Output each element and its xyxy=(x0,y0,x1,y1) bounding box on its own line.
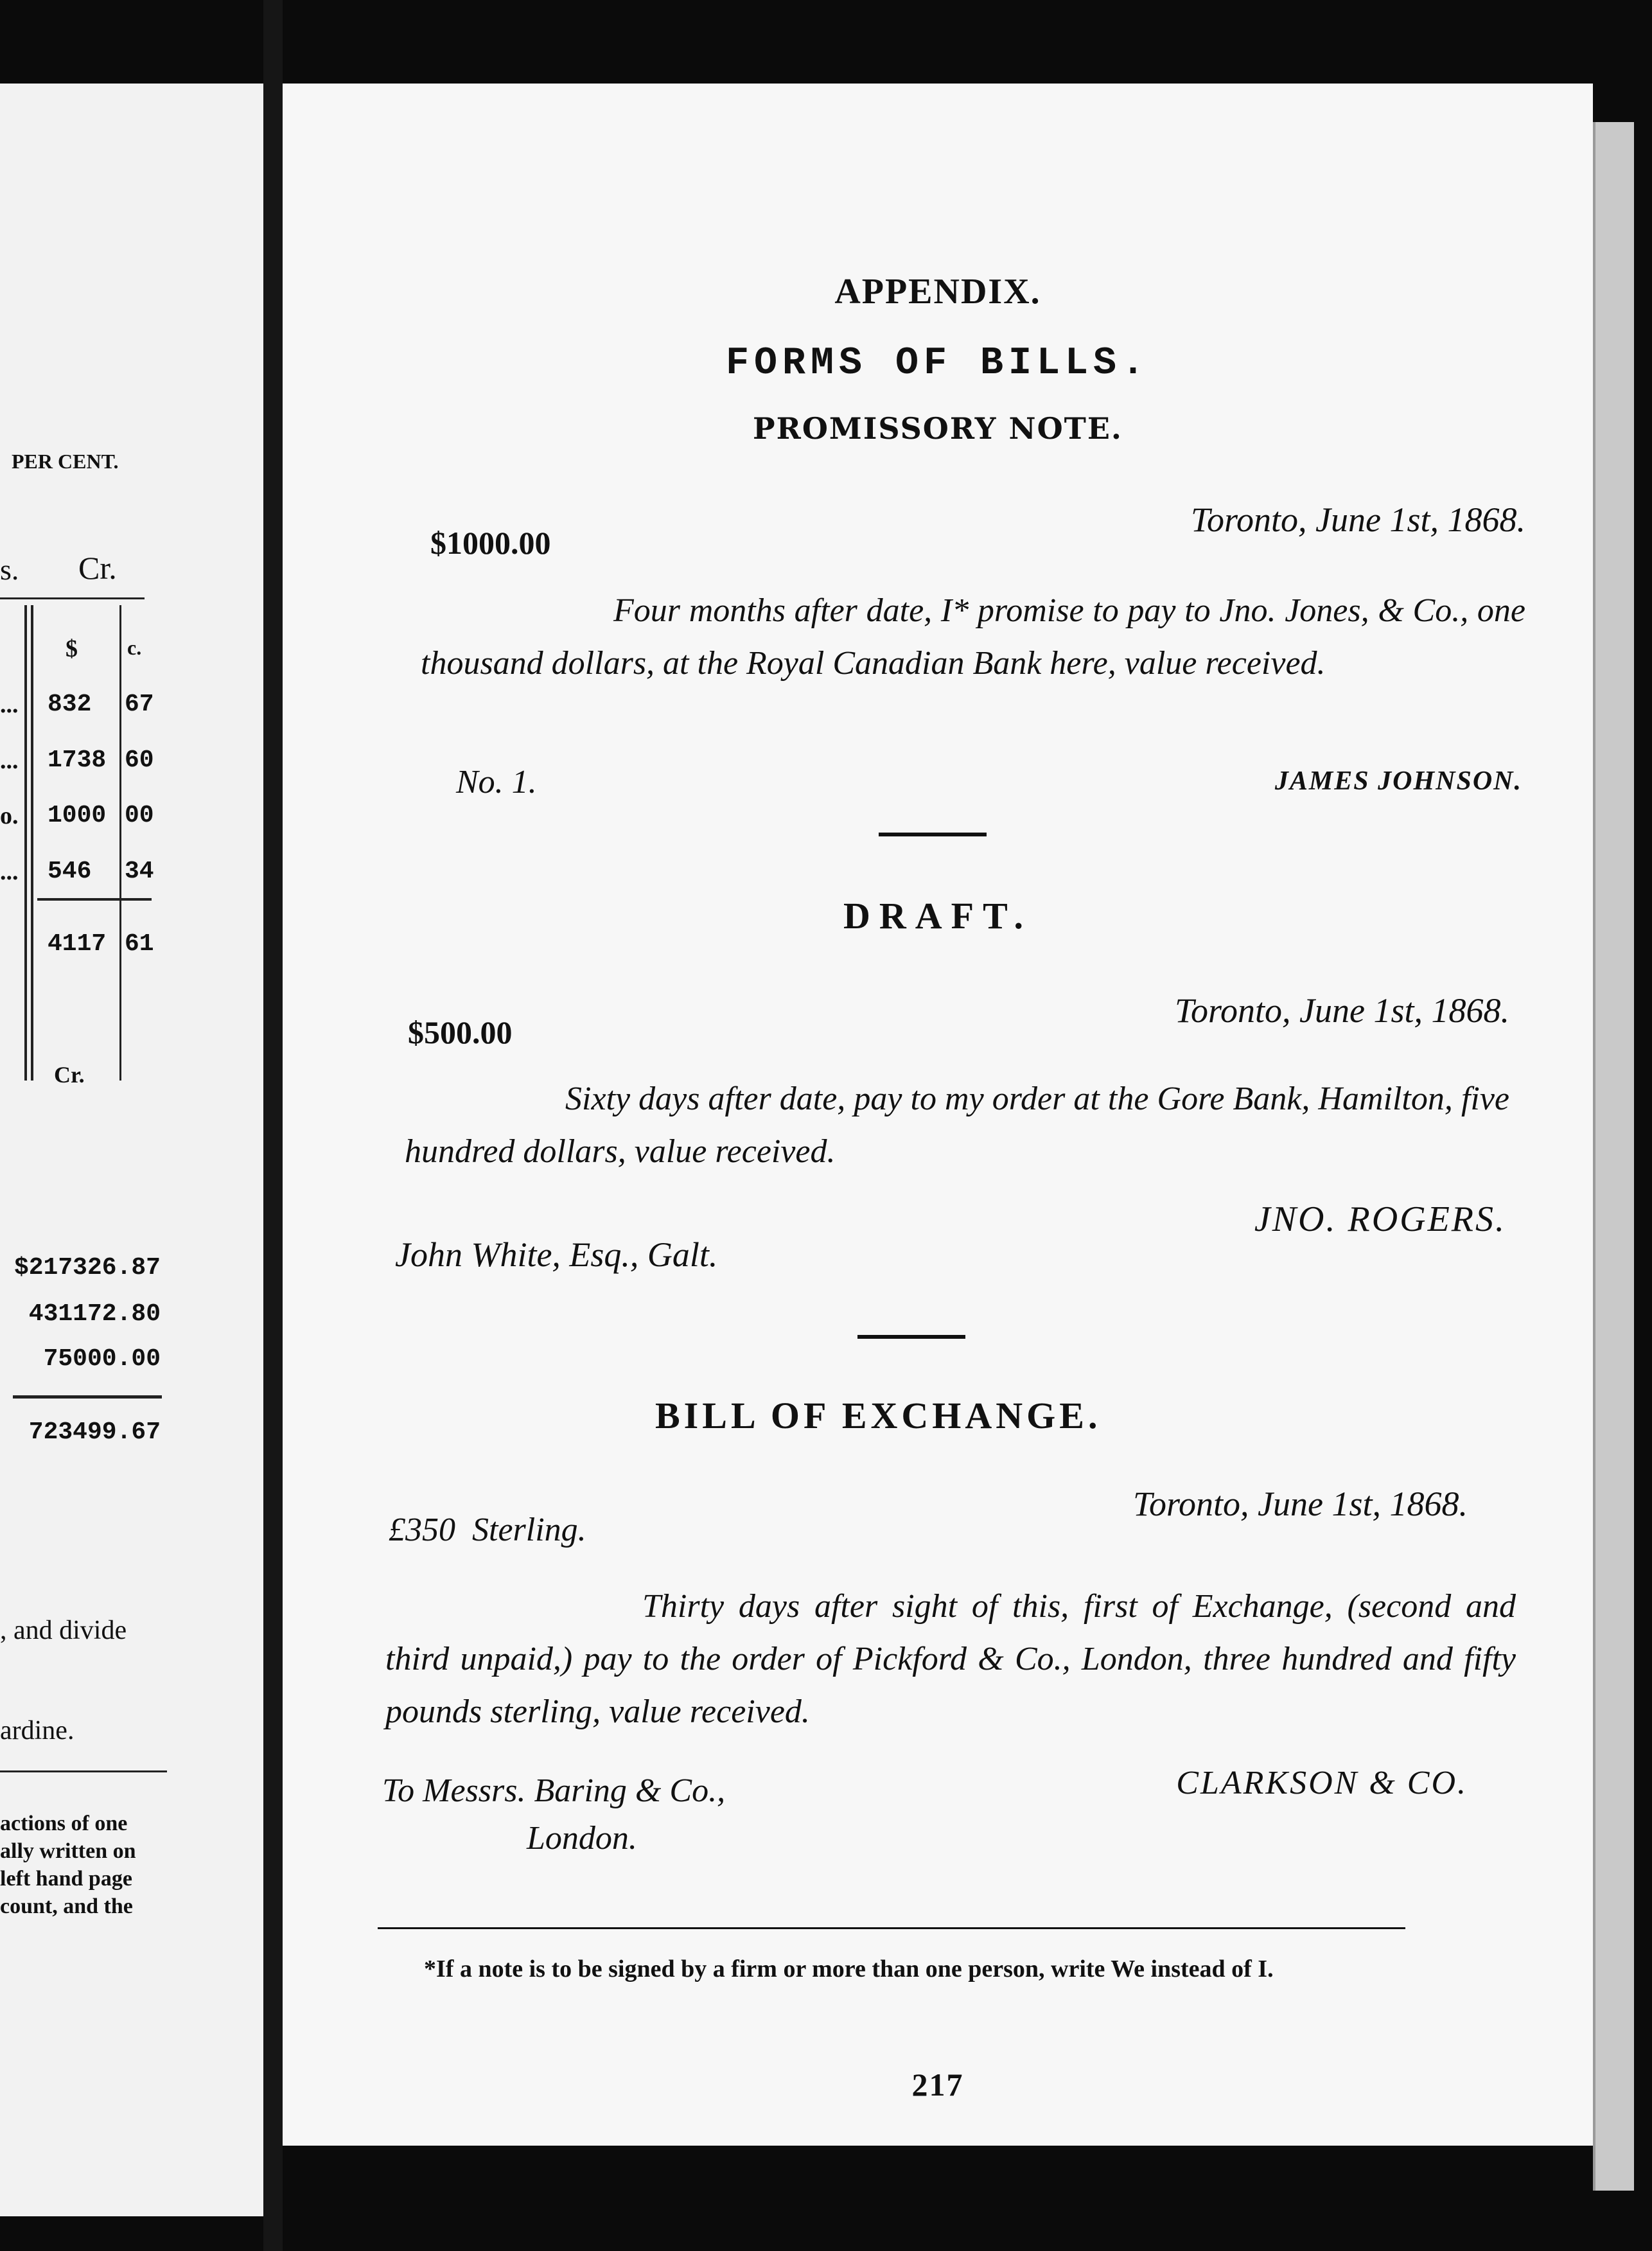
amount-line: $217326.87 xyxy=(13,1254,161,1282)
ledger-cents: 67 xyxy=(125,691,154,718)
left-footnote-line: count, and the xyxy=(0,1894,133,1918)
ledger-lead: ... xyxy=(0,691,19,718)
left-footnote-line: left hand page xyxy=(0,1867,132,1891)
bill-addressee-line-2: London. xyxy=(527,1820,637,1857)
column-cr-header: Cr. xyxy=(78,550,117,586)
ledger-lead: ... xyxy=(0,858,19,885)
amount-total-rule xyxy=(13,1395,162,1399)
per-cent-label: PER CENT. xyxy=(12,450,119,473)
left-text-fragment: ardine. xyxy=(0,1716,75,1745)
draft-addressee: John White, Esq., Galt. xyxy=(395,1235,718,1274)
column-s-header: s. xyxy=(0,553,19,586)
draft-title: DRAFT. xyxy=(843,895,1032,937)
ledger-lead: ... xyxy=(0,747,19,774)
amount-total: 723499.67 xyxy=(28,1418,161,1446)
promissory-place-date: Toronto, June 1st, 1868. xyxy=(1190,500,1525,539)
draft-place-date: Toronto, June 1st, 1868. xyxy=(1174,991,1509,1030)
page-edge xyxy=(1593,122,1634,2191)
section-divider xyxy=(879,833,987,836)
promissory-body: Four months after date, I* promise to pay to Jno. Jones, & Co., one thousand dollars, at the Royal Canadian Bank here, value received. xyxy=(421,592,1525,682)
amount-line: 75000.00 xyxy=(43,1345,161,1373)
bill-addressee-line-1: To Messrs. Baring & Co., xyxy=(382,1772,726,1809)
ledger-dollars: 546 xyxy=(48,858,92,885)
ledger-dollars: 1000 xyxy=(48,802,107,829)
left-text-fragment: , and divide xyxy=(0,1616,127,1645)
ledger-cents: 34 xyxy=(125,858,154,885)
table-top-rule xyxy=(0,597,145,599)
promissory-signature: JAMES JOHNSON. xyxy=(1274,766,1522,796)
promissory-amount: $1000.00 xyxy=(430,525,551,561)
ledger-lead: o. xyxy=(0,802,19,829)
forms-of-bills-title: FORMS OF BILLS. xyxy=(725,342,1150,385)
book-gutter xyxy=(263,0,283,2251)
appendix-heading: APPENDIX. xyxy=(834,272,1041,312)
draft-signature: JNO. ROGERS. xyxy=(1254,1199,1506,1239)
dollar-column-header: $ xyxy=(66,635,78,662)
section-divider xyxy=(857,1335,965,1339)
footnote: *If a note is to be signed by a firm or more than one person, write We instead of I. xyxy=(424,1955,1274,1982)
page-number: 217 xyxy=(911,2067,964,2103)
promissory-number: No. 1. xyxy=(456,764,537,800)
bill-body: Thirty days after sight of this, first of Exchange, (second and third unpaid,) pay to the order of Pickford & Co., London, three hundred and fifty pounds sterling, value received. xyxy=(385,1588,1516,1730)
ledger-cents: 00 xyxy=(125,802,154,829)
bill-signature: CLARKSON & CO. xyxy=(1176,1765,1468,1801)
ledger-total-cents: 61 xyxy=(125,930,154,958)
draft-body: Sixty days after date, pay to my order at the Gore Bank, Hamilton, five hundred dollars, value received. xyxy=(405,1081,1509,1170)
bill-amount: £350 Sterling. xyxy=(389,1512,586,1548)
left-footnote-line: actions of one xyxy=(0,1812,128,1835)
ledger-total-dollars: 4117 xyxy=(48,930,107,958)
promissory-note-title: PROMISSORY NOTE. xyxy=(753,411,1123,446)
draft-amount: $500.00 xyxy=(408,1014,513,1050)
cr-label: Cr. xyxy=(54,1062,85,1088)
cents-column-header: c. xyxy=(127,636,142,659)
bill-of-exchange-title: BILL OF EXCHANGE. xyxy=(655,1395,1102,1436)
table-column-rule xyxy=(31,605,33,1081)
amount-line: 431172.80 xyxy=(28,1300,161,1328)
left-footnote-rule xyxy=(0,1770,167,1772)
left-page-fragment xyxy=(0,84,263,2216)
table-column-rule xyxy=(24,605,27,1081)
page-217 xyxy=(283,84,1593,2146)
footnote-rule xyxy=(378,1927,1405,1929)
table-column-rule xyxy=(119,605,121,1081)
ledger-total-rule xyxy=(37,898,152,901)
ledger-dollars: 1738 xyxy=(48,746,107,774)
left-footnote-line: ally written on xyxy=(0,1839,136,1863)
bill-place-date: Toronto, June 1st, 1868. xyxy=(1132,1485,1468,1523)
ledger-cents: 60 xyxy=(125,746,154,774)
ledger-dollars: 832 xyxy=(48,691,92,718)
